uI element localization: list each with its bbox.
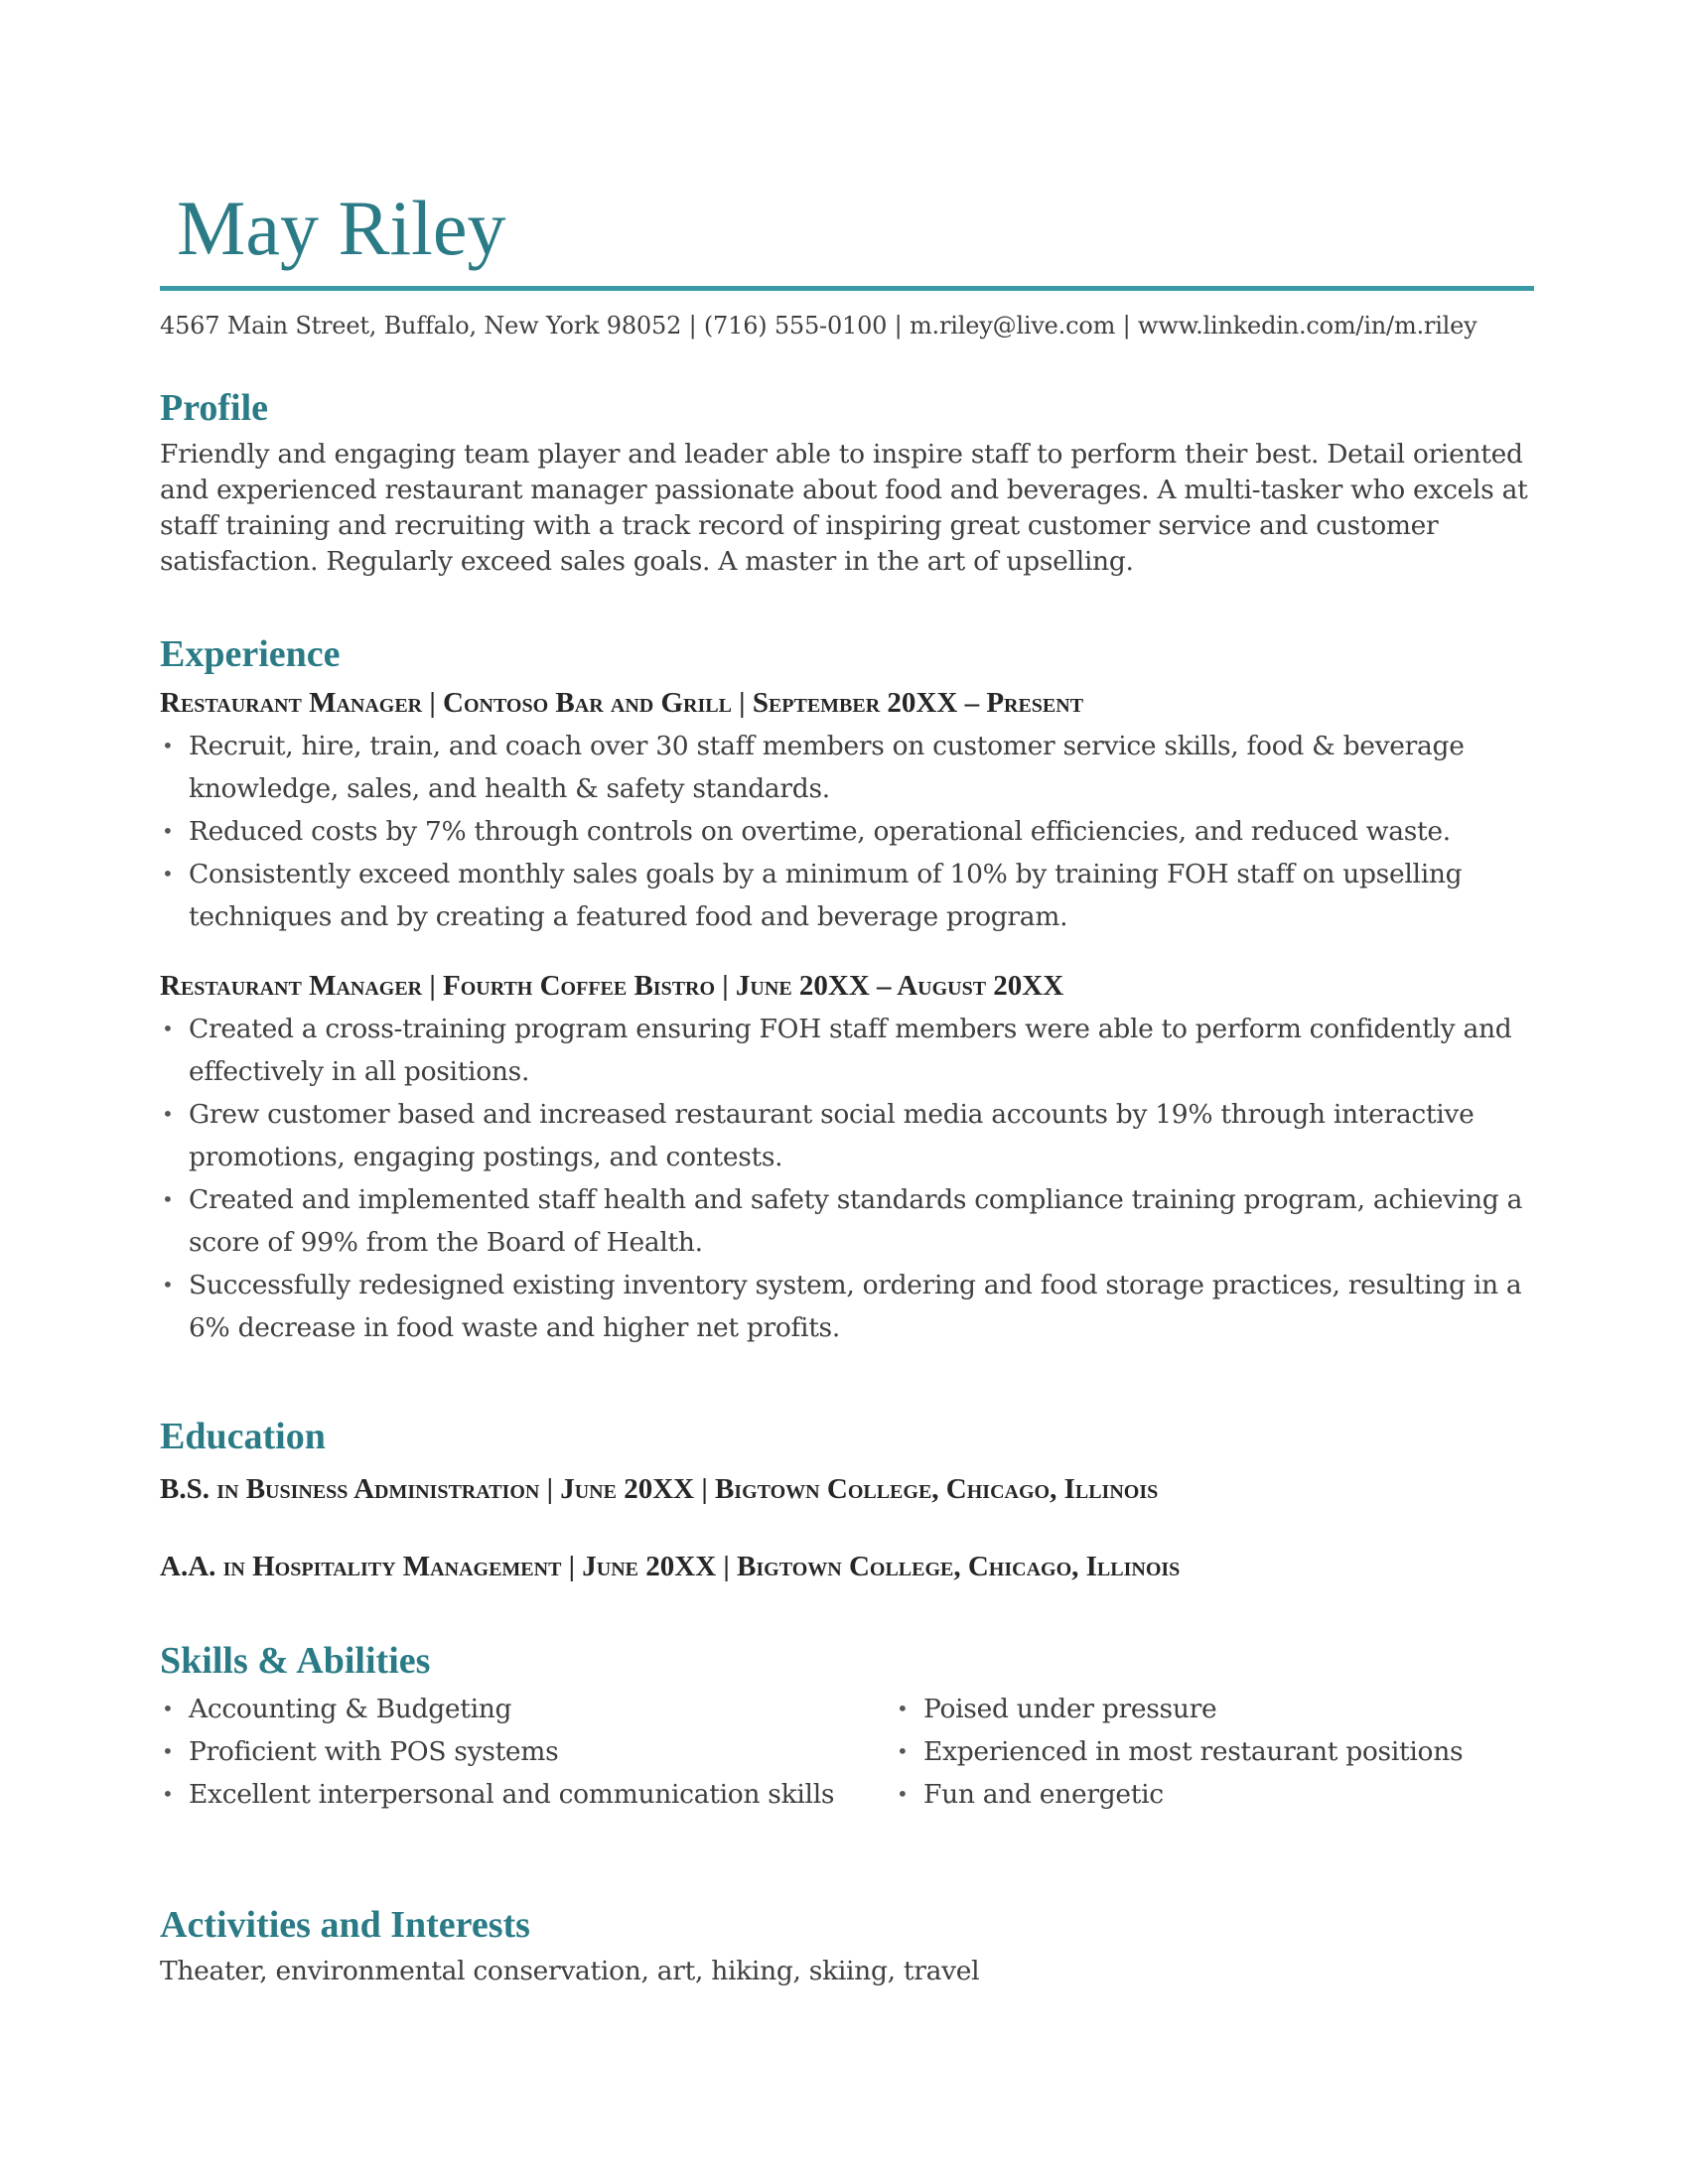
list-item-text: Successfully redesigned existing inventory system, ordering and food storage practices, resulting in a 6% decrease in food waste and higher net profits.: [189, 1270, 1522, 1343]
education-section: [160, 1412, 1534, 1586]
list-item: [160, 725, 1534, 810]
contact-line: 4567 Main Street, Buffalo, New York 98052 | (716) 555-0100 | m.riley@live.com | www.linkedin.com/in/m.riley: [160, 312, 1477, 340]
list-item-text: Recruit, hire, train, and coach over 30 staff members on customer service skills, food & beverage knowledge, sales, and health & safety standards.: [189, 731, 1465, 804]
bullet-icon: •: [162, 734, 174, 757]
degree-entry: B.S. in Business Administration | June 20XX | Bigtown College, Chicago, Illinois: [160, 1473, 1159, 1505]
bullet-icon: •: [897, 1697, 909, 1720]
list-item: [895, 1730, 1530, 1773]
list-item-text: Experienced in most restaurant positions: [923, 1736, 1464, 1767]
bullet-icon: •: [162, 819, 174, 843]
list-item-text: Created and implemented staff health and safety standards compliance training program, achieving a score of 99% from the Board of Health.: [189, 1184, 1523, 1258]
activities-heading: Activities and Interests: [160, 1904, 530, 1946]
job-bullets: [160, 725, 1534, 938]
education-heading: Education: [160, 1416, 326, 1457]
skills-column-left: [160, 1688, 895, 1816]
list-item: [895, 1773, 1530, 1816]
bullet-icon: •: [162, 1739, 174, 1763]
list-item: [160, 1093, 1534, 1178]
bullet-icon: •: [897, 1782, 909, 1806]
resume-name: May Riley: [177, 185, 506, 271]
bullet-icon: •: [162, 1187, 174, 1211]
list-item-text: Reduced costs by 7% through controls on overtime, operational efficiencies, and reduced waste.: [189, 816, 1451, 847]
profile-text: Friendly and engaging team player and leader able to inspire staff to perform their best. Detail oriented and experienced restaurant manager passionate about food and beverages. A multi-tasker who excels at staff training and recruiting with a track record of inspiring great customer service and customer satisfaction. Regularly exceed sales goals. A master in the art of upselling.: [160, 439, 1528, 577]
list-item: [160, 1178, 1534, 1264]
experience-heading: Experience: [160, 633, 341, 675]
skills-column-right: [895, 1688, 1530, 1816]
list-item: [160, 1264, 1534, 1349]
profile-section: [160, 383, 1534, 580]
list-item: [160, 1008, 1534, 1093]
activities-text: Theater, environmental conservation, art, hiking, skiing, travel: [160, 1956, 980, 1986]
bullet-icon: •: [897, 1739, 909, 1763]
list-item-text: Accounting & Budgeting: [189, 1694, 512, 1724]
list-item-text: Poised under pressure: [923, 1694, 1217, 1724]
list-item: [160, 810, 1534, 853]
bullet-icon: •: [162, 1273, 174, 1297]
activities-section: [160, 1900, 1534, 1989]
list-item-text: Grew customer based and increased restaurant social media accounts by 19% through interactive promotions, engaging postings, and contests.: [189, 1099, 1475, 1172]
list-item: [160, 1773, 895, 1816]
header-divider: [160, 286, 1534, 291]
job-entry: [160, 683, 1534, 938]
list-item-text: Created a cross-training program ensuring FOH staff members were able to perform confidently and effectively in all positions.: [189, 1014, 1512, 1087]
job-title: Restaurant Manager | Contoso Bar and Grill | September 20XX – Present: [160, 687, 1084, 719]
bullet-icon: •: [162, 1697, 174, 1720]
list-item-text: Proficient with POS systems: [189, 1736, 559, 1767]
job-bullets: [160, 1008, 1534, 1349]
list-item: [895, 1688, 1530, 1730]
bullet-icon: •: [162, 1782, 174, 1806]
skills-list: [895, 1688, 1530, 1816]
skills-list: [160, 1688, 895, 1816]
job-title: Restaurant Manager | Fourth Coffee Bistro | June 20XX – August 20XX: [160, 970, 1064, 1002]
skills-section: [160, 1636, 1534, 1816]
list-item-text: Consistently exceed monthly sales goals by a minimum of 10% by training FOH staff on upselling techniques and by creating a featured food and beverage program.: [189, 859, 1463, 932]
list-item: [160, 853, 1534, 938]
profile-heading: Profile: [160, 387, 269, 429]
bullet-icon: •: [162, 1102, 174, 1126]
job-entry: [160, 966, 1534, 1349]
degree-entry: A.A. in Hospitality Management | June 20XX | Bigtown College, Chicago, Illinois: [160, 1551, 1181, 1582]
list-item: [160, 1730, 895, 1773]
bullet-icon: •: [162, 862, 174, 886]
list-item: [160, 1688, 895, 1730]
list-item-text: Excellent interpersonal and communication skills: [189, 1779, 835, 1810]
experience-section: [160, 629, 1534, 1349]
bullet-icon: •: [162, 1017, 174, 1040]
skills-columns: [160, 1688, 1534, 1816]
skills-heading: Skills & Abilities: [160, 1640, 431, 1682]
list-item-text: Fun and energetic: [923, 1779, 1164, 1810]
